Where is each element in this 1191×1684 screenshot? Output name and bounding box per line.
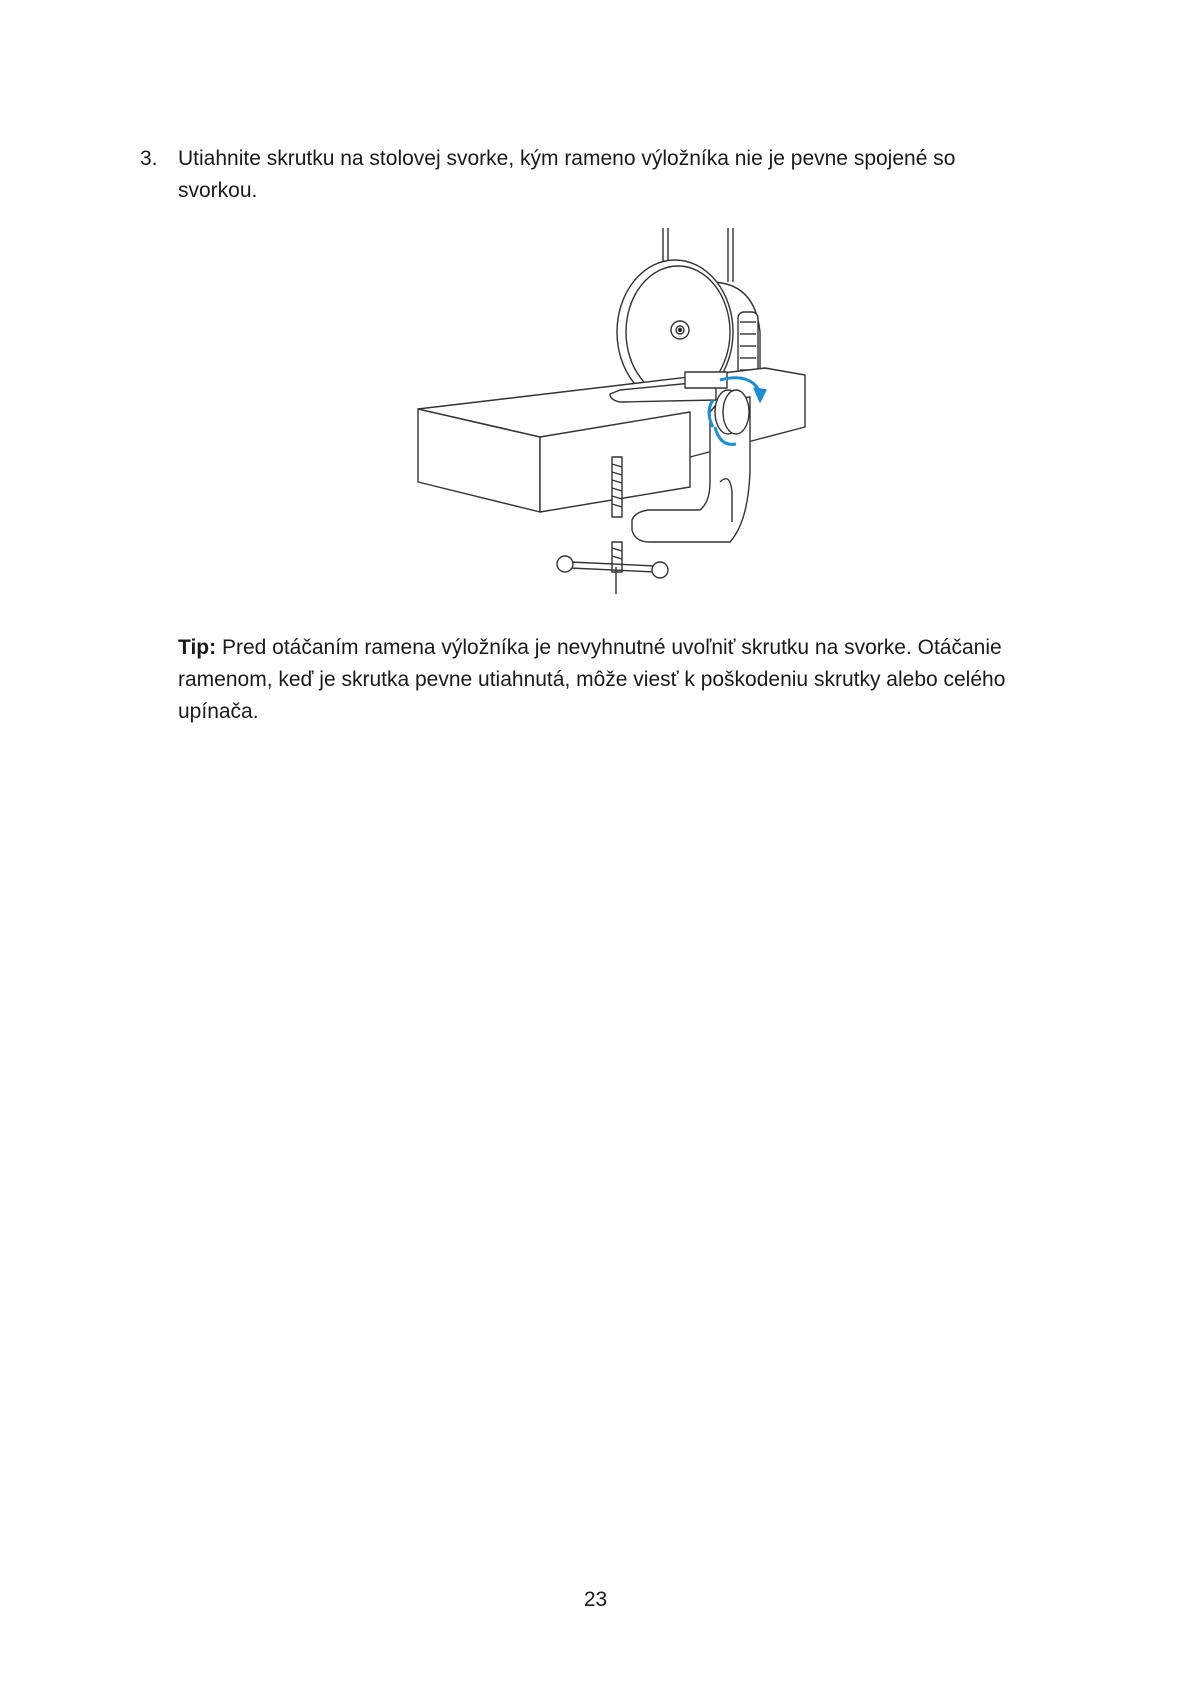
tip-note: [178, 632, 1058, 728]
tip-text: Pred otáčaním ramena výložníka je nevyhnutné uvoľniť skrutku na svorke. Otáčanie ramenom, keď je skrutka pevne utiahnutá, môže viesť k poškodeniu skrutky alebo celého upínača.: [178, 636, 1006, 723]
tip-label: Tip:: [178, 636, 217, 659]
page-number: 23: [583, 1588, 608, 1611]
threaded-rod: [612, 457, 622, 572]
boom-arm-clamp-illustration: [410, 222, 810, 622]
step-text: Utiahnite skrutku na stolovej svorke, kým rameno výložníka nie je pevne spojené so svorkou.: [178, 147, 956, 202]
step-number: 3.: [140, 147, 158, 170]
step-item: [140, 143, 1040, 207]
